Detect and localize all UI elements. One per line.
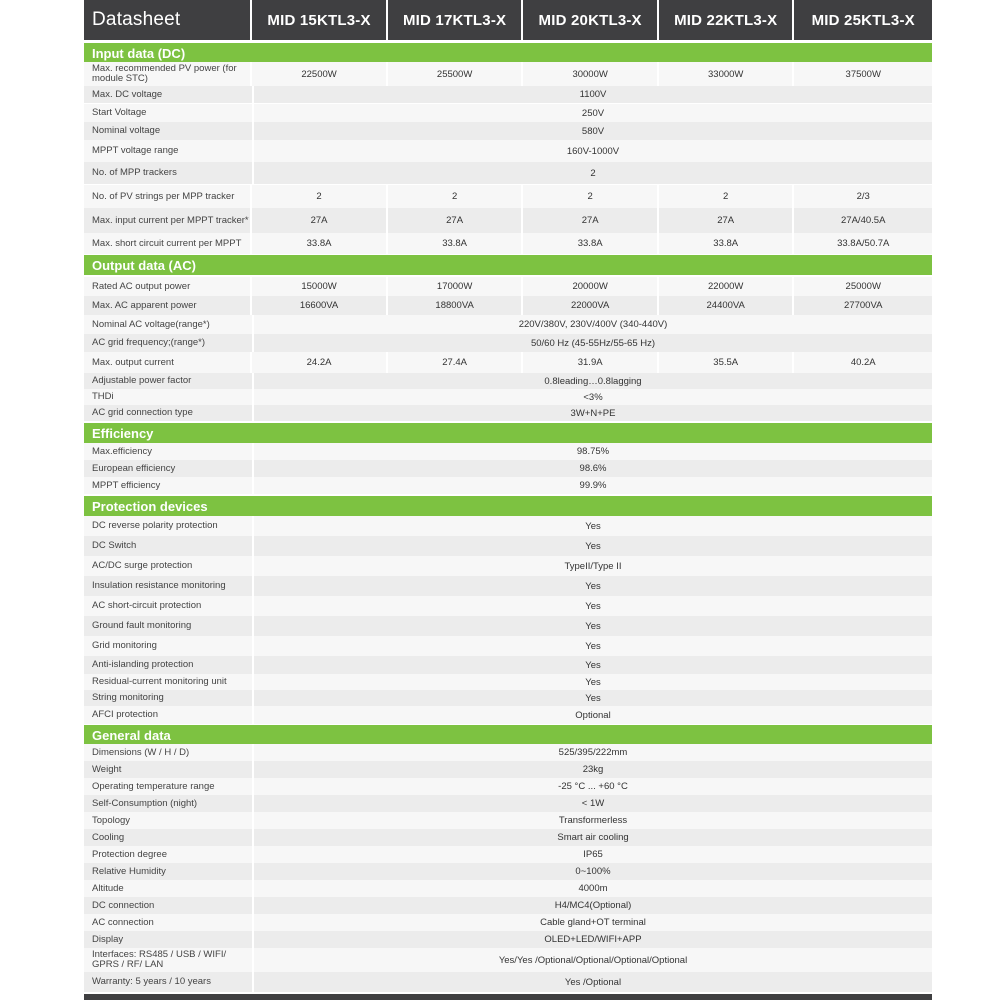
spec-value: Smart air cooling bbox=[254, 829, 932, 846]
spec-row bbox=[84, 208, 932, 233]
spec-label: Adjustable power factor bbox=[84, 373, 254, 389]
spec-label: AC connection bbox=[84, 914, 254, 931]
spec-value: Yes bbox=[254, 656, 932, 674]
datasheet-title: Datasheet bbox=[84, 0, 252, 40]
spec-value: Yes bbox=[254, 674, 932, 690]
spec-value: 2 bbox=[523, 185, 659, 208]
spec-value: 99.9% bbox=[254, 477, 932, 494]
spec-label: AC short-circuit protection bbox=[84, 596, 254, 616]
spec-row bbox=[84, 744, 932, 761]
section-header-protection-devices: Protection devices bbox=[84, 496, 932, 516]
header-row bbox=[84, 0, 932, 40]
spec-value: 35.5A bbox=[659, 352, 795, 373]
spec-value: 1100V bbox=[254, 86, 932, 103]
spec-row bbox=[84, 931, 932, 948]
spec-row bbox=[84, 690, 932, 706]
spec-row bbox=[84, 812, 932, 829]
spec-row bbox=[84, 162, 932, 184]
model-header: MID 17KTL3-X bbox=[388, 0, 524, 40]
spec-value: Yes bbox=[254, 616, 932, 636]
spec-value: 18800VA bbox=[388, 296, 524, 315]
spec-row bbox=[84, 948, 932, 972]
spec-value: IP65 bbox=[254, 846, 932, 863]
spec-label: MPPT voltage range bbox=[84, 140, 254, 162]
spec-row bbox=[84, 233, 932, 254]
spec-row bbox=[84, 62, 932, 86]
spec-value: <3% bbox=[254, 389, 932, 405]
spec-label: THDi bbox=[84, 389, 254, 405]
spec-value: 2 bbox=[659, 185, 795, 208]
spec-value: Yes bbox=[254, 576, 932, 596]
spec-value: 24.2A bbox=[252, 352, 388, 373]
spec-value: 98.75% bbox=[254, 443, 932, 460]
spec-label: Max.efficiency bbox=[84, 443, 254, 460]
spec-label: Rated AC output power bbox=[84, 277, 252, 296]
spec-value: 2 bbox=[252, 185, 388, 208]
spec-value: 2 bbox=[254, 162, 932, 184]
spec-row bbox=[84, 334, 932, 352]
spec-value: 250V bbox=[254, 104, 932, 122]
spec-label: AC grid frequency;(range*) bbox=[84, 334, 254, 352]
spec-label: Max. input current per MPPT tracker* bbox=[84, 208, 252, 233]
spec-row bbox=[84, 277, 932, 296]
spec-label: MPPT efficiency bbox=[84, 477, 254, 494]
spec-row bbox=[84, 795, 932, 812]
spec-label: DC Switch bbox=[84, 536, 254, 556]
model-header: MID 15KTL3-X bbox=[252, 0, 388, 40]
spec-label: Operating temperature range bbox=[84, 778, 254, 795]
spec-value: OLED+LED/WIFI+APP bbox=[254, 931, 932, 948]
spec-label: Max. output current bbox=[84, 352, 252, 373]
spec-value: 580V bbox=[254, 122, 932, 140]
spec-row bbox=[84, 761, 932, 778]
spec-row bbox=[84, 596, 932, 616]
spec-label: No. of MPP trackers bbox=[84, 162, 254, 184]
spec-row bbox=[84, 122, 932, 140]
spec-value: 25500W bbox=[388, 62, 524, 86]
spec-value: 15000W bbox=[252, 277, 388, 296]
spec-value: H4/MC4(Optional) bbox=[254, 897, 932, 914]
spec-value: 17000W bbox=[388, 277, 524, 296]
spec-row bbox=[84, 674, 932, 690]
spec-label: No. of PV strings per MPP tracker bbox=[84, 185, 252, 208]
spec-label: Max. DC voltage bbox=[84, 86, 254, 103]
spec-value: Yes /Optional bbox=[254, 972, 932, 992]
spec-label: Warranty: 5 years / 10 years bbox=[84, 972, 254, 992]
spec-value: 33.8A bbox=[252, 233, 388, 254]
spec-value: -25 °C ... +60 °C bbox=[254, 778, 932, 795]
spec-label: Display bbox=[84, 931, 254, 948]
spec-value: Yes/Yes /Optional/Optional/Optional/Optional bbox=[254, 948, 932, 972]
spec-label: AFCI protection bbox=[84, 706, 254, 724]
spec-row bbox=[84, 914, 932, 931]
spec-label: Nominal voltage bbox=[84, 122, 254, 140]
spec-value: 33.8A bbox=[659, 233, 795, 254]
spec-value: 33000W bbox=[659, 62, 795, 86]
spec-value: 27A bbox=[252, 208, 388, 233]
spec-value: Cable gland+OT terminal bbox=[254, 914, 932, 931]
spec-row bbox=[84, 778, 932, 795]
spec-label: Anti-islanding protection bbox=[84, 656, 254, 674]
spec-label: String monitoring bbox=[84, 690, 254, 706]
spec-label: AC/DC surge protection bbox=[84, 556, 254, 576]
spec-row bbox=[84, 104, 932, 122]
datasheet-table bbox=[84, 0, 932, 1000]
spec-value: 37500W bbox=[794, 62, 932, 86]
model-header: MID 20KTL3-X bbox=[523, 0, 659, 40]
spec-row bbox=[84, 86, 932, 103]
spec-row bbox=[84, 616, 932, 636]
spec-label: Topology bbox=[84, 812, 254, 829]
section-header-input-data-dc: Input data (DC) bbox=[84, 43, 932, 63]
spec-value: 2/3 bbox=[794, 185, 932, 208]
bottom-rule bbox=[84, 994, 932, 1000]
spec-value: 22500W bbox=[252, 62, 388, 86]
spec-value: 22000VA bbox=[523, 296, 659, 315]
spec-value: Transformerless bbox=[254, 812, 932, 829]
spec-value: 2 bbox=[388, 185, 524, 208]
spec-row bbox=[84, 636, 932, 656]
spec-value: 220V/380V, 230V/400V (340-440V) bbox=[254, 315, 932, 334]
spec-row bbox=[84, 296, 932, 315]
spec-label: Max. AC apparent power bbox=[84, 296, 252, 315]
spec-value: 33.8A bbox=[388, 233, 524, 254]
section-header-general-data: General data bbox=[84, 725, 932, 745]
spec-label: Relative Humidity bbox=[84, 863, 254, 880]
spec-label: Max. short circuit current per MPPT bbox=[84, 233, 252, 254]
spec-value: 16600VA bbox=[252, 296, 388, 315]
spec-row bbox=[84, 389, 932, 405]
spec-row bbox=[84, 863, 932, 880]
spec-label: Cooling bbox=[84, 829, 254, 846]
spec-value: 27700VA bbox=[794, 296, 932, 315]
spec-value: 22000W bbox=[659, 277, 795, 296]
spec-value: < 1W bbox=[254, 795, 932, 812]
spec-value: 27A/40.5A bbox=[794, 208, 932, 233]
spec-row bbox=[84, 972, 932, 992]
model-header: MID 25KTL3-X bbox=[794, 0, 932, 40]
model-header: MID 22KTL3-X bbox=[659, 0, 795, 40]
spec-row bbox=[84, 185, 932, 208]
spec-label: Interfaces: RS485 / USB / WIFI/ GPRS / RF/ LAN bbox=[84, 948, 254, 972]
spec-row bbox=[84, 897, 932, 914]
spec-value: 25000W bbox=[794, 277, 932, 296]
spec-row bbox=[84, 516, 932, 536]
spec-value: Optional bbox=[254, 706, 932, 724]
spec-row bbox=[84, 140, 932, 162]
spec-row bbox=[84, 373, 932, 389]
spec-value: Yes bbox=[254, 636, 932, 656]
spec-value: Yes bbox=[254, 516, 932, 536]
spec-label: Start Voltage bbox=[84, 104, 254, 122]
spec-value: 31.9A bbox=[523, 352, 659, 373]
spec-row bbox=[84, 352, 932, 373]
spec-label: Protection degree bbox=[84, 846, 254, 863]
spec-label: Insulation resistance monitoring bbox=[84, 576, 254, 596]
spec-value: 30000W bbox=[523, 62, 659, 86]
spec-label: Dimensions (W / H / D) bbox=[84, 744, 254, 761]
spec-label: AC grid connection type bbox=[84, 405, 254, 421]
spec-value: 23kg bbox=[254, 761, 932, 778]
spec-value: 33.8A bbox=[523, 233, 659, 254]
spec-label: Nominal AC voltage(range*) bbox=[84, 315, 254, 334]
spec-value: 50/60 Hz (45-55Hz/55-65 Hz) bbox=[254, 334, 932, 352]
spec-row bbox=[84, 477, 932, 494]
spec-row bbox=[84, 536, 932, 556]
spec-label: Weight bbox=[84, 761, 254, 778]
spec-row bbox=[84, 405, 932, 421]
spec-label: Ground fault monitoring bbox=[84, 616, 254, 636]
spec-value: 20000W bbox=[523, 277, 659, 296]
spec-value: 525/395/222mm bbox=[254, 744, 932, 761]
spec-value: Yes bbox=[254, 536, 932, 556]
spec-value: TypeII/Type II bbox=[254, 556, 932, 576]
spec-label: Residual-current monitoring unit bbox=[84, 674, 254, 690]
spec-value: 40.2A bbox=[794, 352, 932, 373]
spec-value: 0~100% bbox=[254, 863, 932, 880]
spec-label: DC connection bbox=[84, 897, 254, 914]
spec-value: Yes bbox=[254, 690, 932, 706]
spec-value: 33.8A/50.7A bbox=[794, 233, 932, 254]
spec-label: Max. recommended PV power (for module STC) bbox=[84, 62, 252, 86]
spec-value: 27A bbox=[388, 208, 524, 233]
spec-row bbox=[84, 829, 932, 846]
spec-row bbox=[84, 656, 932, 674]
spec-row bbox=[84, 460, 932, 477]
spec-row bbox=[84, 846, 932, 863]
spec-row bbox=[84, 443, 932, 460]
spec-row bbox=[84, 315, 932, 334]
spec-value: 27A bbox=[659, 208, 795, 233]
spec-row bbox=[84, 556, 932, 576]
spec-label: European efficiency bbox=[84, 460, 254, 477]
spec-value: 27A bbox=[523, 208, 659, 233]
spec-label: Altitude bbox=[84, 880, 254, 897]
spec-value: 3W+N+PE bbox=[254, 405, 932, 421]
spec-value: 24400VA bbox=[659, 296, 795, 315]
spec-value: 98.6% bbox=[254, 460, 932, 477]
spec-label: Self-Consumption (night) bbox=[84, 795, 254, 812]
spec-value: 4000m bbox=[254, 880, 932, 897]
spec-label: Grid monitoring bbox=[84, 636, 254, 656]
spec-row bbox=[84, 706, 932, 724]
spec-label: DC reverse polarity protection bbox=[84, 516, 254, 536]
spec-value: 160V-1000V bbox=[254, 140, 932, 162]
section-header-output-data-ac: Output data (AC) bbox=[84, 255, 932, 275]
spec-value: 27.4A bbox=[388, 352, 524, 373]
spec-row bbox=[84, 880, 932, 897]
section-header-efficiency: Efficiency bbox=[84, 423, 932, 443]
spec-value: Yes bbox=[254, 596, 932, 616]
spec-value: 0.8leading…0.8lagging bbox=[254, 373, 932, 389]
spec-row bbox=[84, 576, 932, 596]
